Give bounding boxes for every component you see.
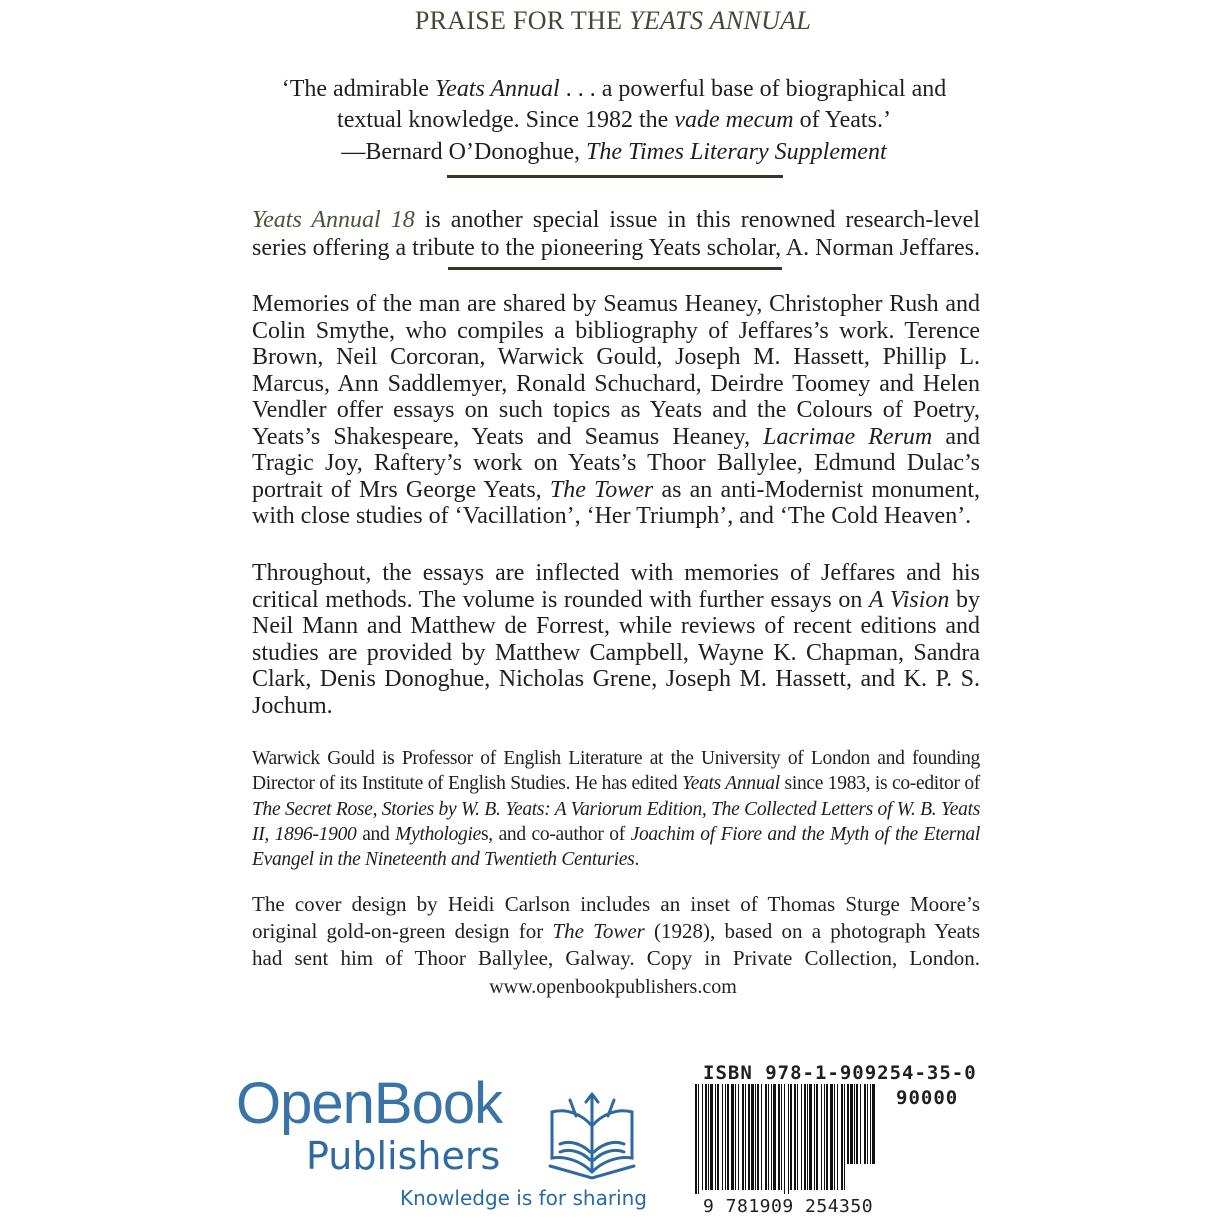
praise-attribution: —Bernard O’Donoghue, The Times Literary Supplement bbox=[341, 139, 887, 165]
praise-heading: PRAISE FOR THE YEATS ANNUAL bbox=[414, 6, 812, 35]
cover-credit: The cover design by Heidi Carlson includes an inset of Thomas Sturge Moore’s original gold-on-green design for The Tower (1928), based on a photograph Yeats had sent him of Thoor Ballylee, Galway. Copy in Private Collection, London. bbox=[252, 892, 980, 970]
intro-paragraph: Yeats Annual 18 is another special issue in this renowned research-level series offering a tribute to the pioneering Yeats scholar, A. Norman Jeffares. bbox=[252, 207, 980, 261]
editor-bio: Warwick Gould is Professor of English Literature at the University of London and founding Director of its Institute of English Studies. He has edited Yeats Annual since 1983, is co-editor of The Secret Rose, Stories by W. B. Yeats: A Variorum Edition, The Collected Letters of W. B. Yeats II, 1896-1900 and Mythologies, and co-author of Joachim of Fiore and the Myth of the Eternal Evangel in the Nineteenth and Twentieth Centuries. bbox=[252, 748, 980, 871]
barcode-number: 9 781909 254350 bbox=[703, 1196, 874, 1217]
barcode-addon: 90000 bbox=[896, 1087, 959, 1109]
logo-wordmark: OpenBook bbox=[236, 1071, 503, 1136]
praise-quote: ‘The admirable Yeats Annual . . . a powerful base of biographical and textual knowledge. Since 1982 the vade mecum of Yeats.’ bbox=[281, 76, 947, 133]
isbn-label: ISBN 978-1-909254-35-0 bbox=[703, 1062, 977, 1084]
open-book-icon bbox=[546, 1086, 638, 1184]
reviews-paragraph: Throughout, the essays are inflected with memories of Jeffares and his critical methods. The volume is rounded with further essays on A Vision by Neil Mann and Matthew de Forrest, while reviews of recent editions and studies are provided by Matthew Campbell, Wayne K. Chapman, Sandra Clark, Denis Donoghue, Nicholas Grene, Joseph M. Hassett, and K. P. S. Jochum. bbox=[252, 560, 980, 719]
logo-tagline: Knowledge is for sharing bbox=[400, 1186, 647, 1210]
logo-publishers: Publishers bbox=[306, 1134, 501, 1178]
contents-paragraph: Memories of the man are shared by Seamus Heaney, Christopher Rush and Colin Smythe, who compiles a bibliography of Jeffares’s work. Terence Brown, Neil Corcoran, Warwick Gould, Joseph M. Hassett, Phillip L. Marcus, Ann Saddlemyer, Ronald Schuchard, Deirdre Toomey and Helen Vendler offer essays on such topics as Yeats and the Colours of Poetry, Yeats’s Shakespeare, Yeats and Seamus Heaney, Lacrimae Rerum and Tragic Joy, Raftery’s work on Yeats’s Thoor Ballylee, Edmund Dulac’s portrait of Mrs George Yeats, The Tower as an anti-Modernist monument, with close studies of ‘Vacillation’, ‘Her Triumph’, and ‘The Cold Heaven’. bbox=[252, 291, 980, 529]
divider-rule bbox=[447, 175, 783, 178]
divider-rule bbox=[448, 267, 782, 270]
publisher-website[interactable]: www.openbookpublishers.com bbox=[489, 976, 737, 998]
barcode bbox=[695, 1084, 885, 1194]
